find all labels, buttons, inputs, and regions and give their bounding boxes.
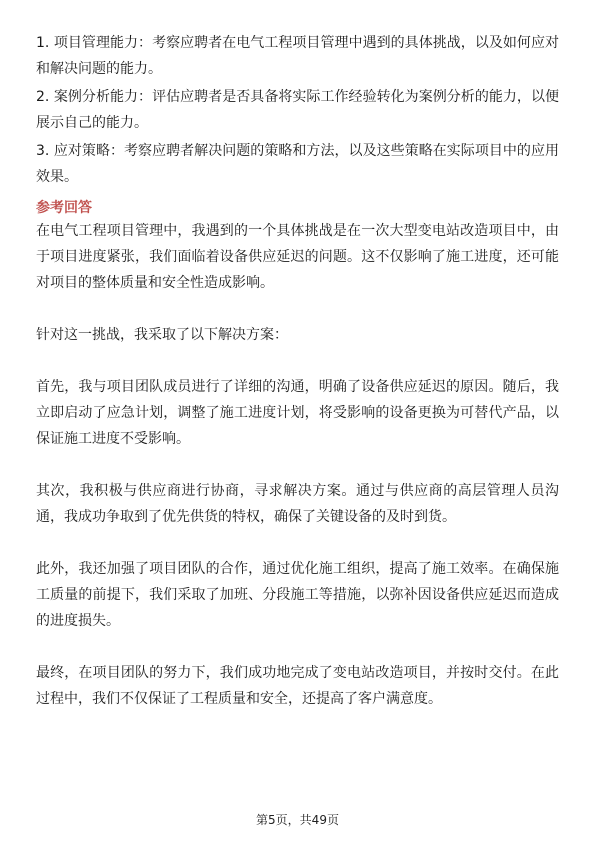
answer-paragraph-final: 最终，在项目团队的努力下，我们成功地完成了变电站改造项目，并按时交付。在此过程中，我们不仅保证了工程质量和安全，还提高了客户满意度。 xyxy=(36,665,559,707)
page-number: 第5页，共49页 xyxy=(256,813,339,827)
answer-paragraph-approach: 针对这一挑战，我采取了以下解决方案： xyxy=(36,327,288,343)
answer-paragraph-first: 首先，我与项目团队成员进行了详细的沟通，明确了设备供应延迟的原因。随后，我立即启动了应急计划，调整了施工进度计划，将受影响的设备更换为可替代产品，以保证施工进度不受影响。 xyxy=(36,379,559,447)
answer-heading: 参考回答 xyxy=(36,200,92,216)
answer-paragraph-second: 其次，我积极与供应商进行协商，寻求解决方案。通过与供应商的高层管理人员沟通，我成功争取到了优先供货的特权，确保了关键设备的及时到货。 xyxy=(36,483,559,525)
criteria-item-2: 2. 案例分析能力：评估应聘者是否具备将实际工作经验转化为案例分析的能力，以便展示自己的能力。 xyxy=(36,89,559,131)
answer-paragraph-intro: 在电气工程项目管理中，我遇到的一个具体挑战是在一次大型变电站改造项目中，由于项目进度紧张，我们面临着设备供应延迟的问题。这不仅影响了施工进度，还可能对项目的整体质量和安全性造成影响。 xyxy=(36,223,559,291)
page-body xyxy=(36,30,559,712)
answer-paragraph-additionally: 此外，我还加强了项目团队的合作，通过优化施工组织，提高了施工效率。在确保施工质量的前提下，我们采取了加班、分段施工等措施，以弥补因设备供应延迟而造成的进度损失。 xyxy=(36,561,559,629)
criteria-item-1: 1. 项目管理能力：考察应聘者在电气工程项目管理中遇到的具体挑战，以及如何应对和解决问题的能力。 xyxy=(36,35,559,77)
criteria-item-3: 3. 应对策略：考察应聘者解决问题的策略和方法，以及这些策略在实际项目中的应用效果。 xyxy=(36,143,559,185)
